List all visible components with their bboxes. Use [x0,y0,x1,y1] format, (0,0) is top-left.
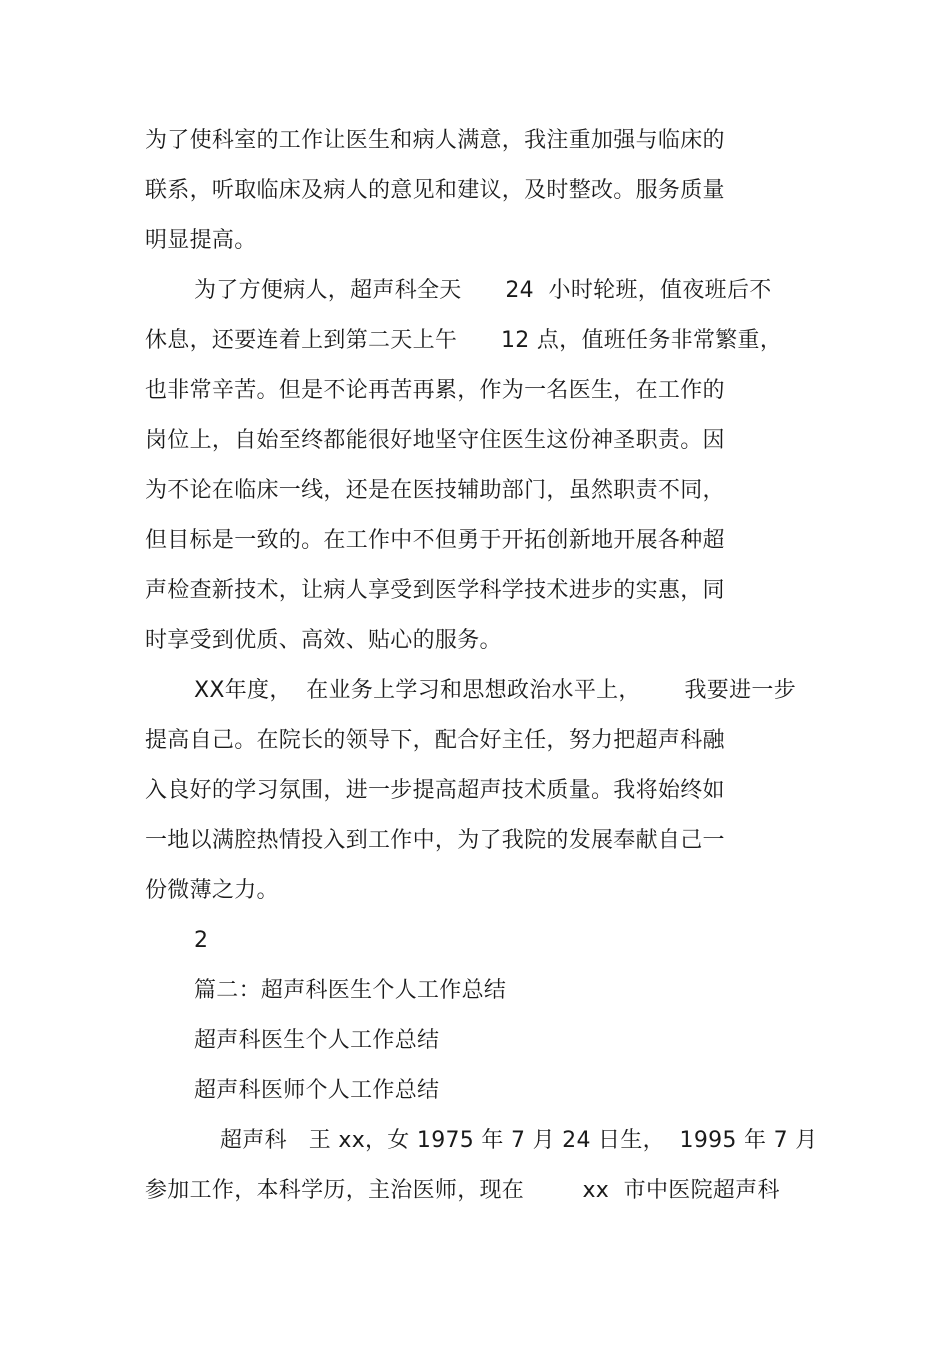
text-line: 联系，听取临床及病人的意见和建议，及时整改。服务质量 [145,178,725,203]
text-line: 为不论在临床一线，还是在医技辅助部门，虽然职责不同， [145,478,725,503]
text-line: 明显提高。 [145,228,257,253]
text-line: 为了使科室的工作让医生和病人满意，我注重加强与临床的 [145,128,725,153]
text-line: 为了方便病人，超声科全天 24 小时轮班，值夜班后不 [194,278,772,303]
text-line: 一地以满腔热情投入到工作中，为了我院的发展奉献自己一 [145,828,725,853]
subheading: 超声科医生个人工作总结 [194,1028,440,1053]
text-line: 超声科 王 xx，女 1975 年 7 月 24 日生， 1995 年 7 月 [220,1128,818,1153]
text-line: 声检查新技术，让病人享受到医学科学技术进步的实惠，同 [145,578,725,603]
text-line: 份微薄之力。 [145,878,279,903]
text-line: 但目标是一致的。在工作中不但勇于开拓创新地开展各种超 [145,528,725,553]
text-line: 入良好的学习氛围，进一步提高超声技术质量。我将始终如 [145,778,725,803]
text-line: 时享受到优质、高效、贴心的服务。 [145,628,502,653]
section-heading: 篇二：超声科医生个人工作总结 [194,978,507,1003]
page-number: 2 [194,928,209,953]
text-line: 休息，还要连着上到第二天上午 12 点，值班任务非常繁重， [145,328,783,353]
text-line: 提高自己。在院长的领导下，配合好主任，努力把超声科融 [145,728,725,753]
text-line: 岗位上，自始至终都能很好地坚守住医生这份神圣职责。因 [145,428,725,453]
text-line: 也非常辛苦。但是不论再苦再累，作为一名医生，在工作的 [145,378,725,403]
text-line: XX年度， 在业务上学习和思想政治水平上， 我要进一步 [194,678,796,703]
text-line: 参加工作，本科学历，主治医师，现在 xx 市中医院超声科 [145,1178,780,1203]
subheading: 超声科医师个人工作总结 [194,1078,440,1103]
